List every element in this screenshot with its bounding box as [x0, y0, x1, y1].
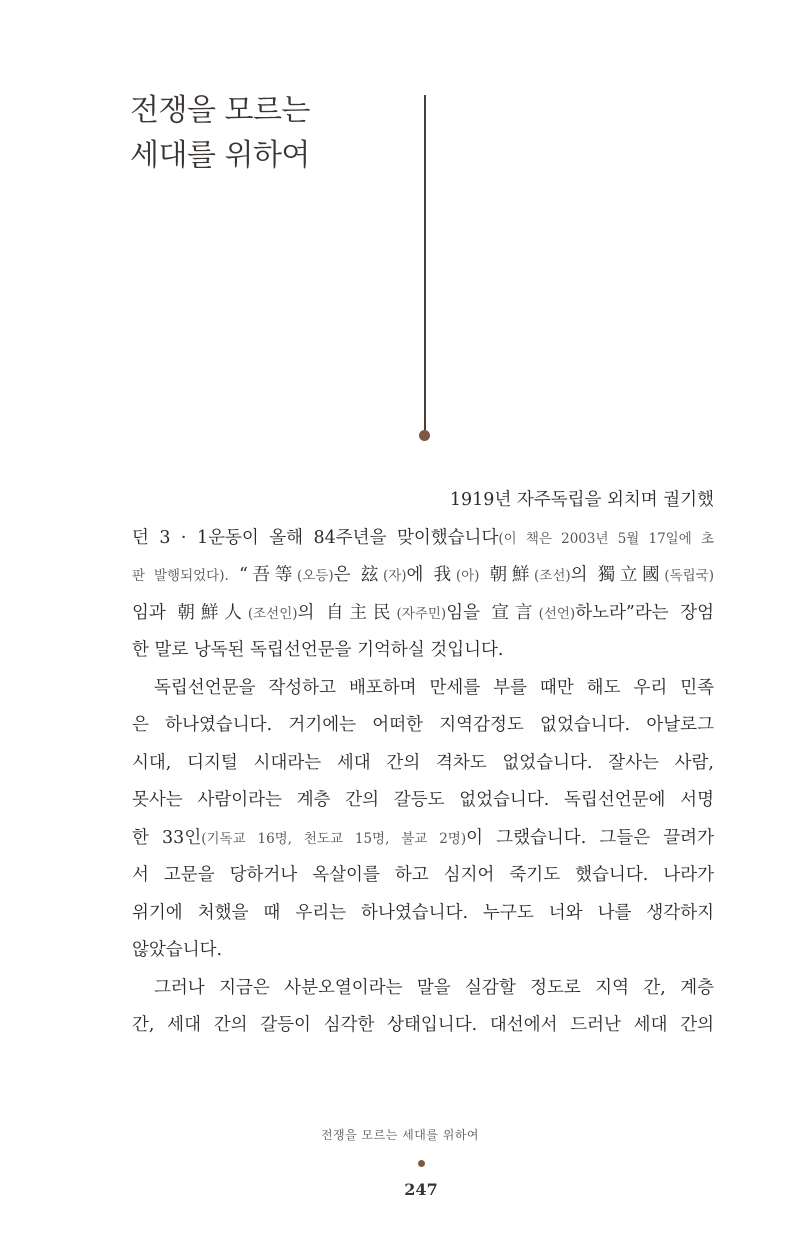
- body-line: [132, 520, 714, 558]
- chapter-title: [130, 88, 410, 178]
- body-line: [132, 820, 714, 858]
- text-run: 1919년 자주독립을 외치며 궐기했: [449, 490, 714, 510]
- text-run: 던 3 · 1운동이 올해 84주년을 맞이했습니다: [132, 527, 499, 548]
- text-run: 간, 세대 간의 갈등이 심각한 상태입니다. 대선에서 드러난 세대 간의: [132, 1015, 714, 1035]
- annotation: (자): [382, 568, 407, 584]
- body-line: [132, 932, 714, 970]
- text-run: 서 고문을 당하거나 옥살이를 하고 심지어 죽기도 했습니다. 나라가: [132, 865, 714, 885]
- annotation: (조선): [534, 568, 571, 584]
- body-text: [132, 482, 714, 1045]
- annotation: 판 발행되었다).: [132, 568, 229, 584]
- text-run: 임과 朝鮮人: [132, 602, 248, 623]
- annotation: (조선인): [247, 605, 298, 622]
- footer-dot-ornament: [418, 1160, 425, 1167]
- chapter-title-line-1: 전쟁을 모르는: [130, 93, 310, 128]
- body-line: [132, 632, 714, 670]
- annotation: (이 책은 2003년 5월 17일에 초: [498, 530, 714, 547]
- text-run: “吾等: [228, 565, 297, 585]
- body-line: [132, 1007, 714, 1045]
- body-line: [132, 482, 714, 520]
- body-line: [132, 745, 714, 783]
- text-run: 이 그랬습니다. 그들은 끌려가: [466, 827, 714, 848]
- body-line: [132, 595, 714, 633]
- annotation: (기독교 16명, 천도교 15명, 불교 2명): [201, 830, 467, 847]
- body-line: [132, 707, 714, 745]
- body-line: [132, 970, 714, 1008]
- annotation: (독립국): [664, 568, 714, 584]
- text-run: 에 我: [406, 565, 456, 585]
- page-number: 247: [404, 1180, 438, 1199]
- text-run: 은 하나였습니다. 거기에는 어떠한 지역감정도 없었습니다. 아날로그: [132, 715, 714, 735]
- text-run: 임을 宣言: [446, 602, 539, 623]
- text-run: 한 33인: [132, 827, 202, 848]
- body-line: [132, 557, 714, 595]
- body-line: [132, 857, 714, 895]
- body-line: [132, 782, 714, 820]
- text-run: 은 玆: [333, 565, 383, 585]
- running-footer-title: 전쟁을 모르는 세대를 위하여: [320, 1128, 480, 1142]
- annotation: (오등): [297, 568, 334, 584]
- text-run: 않았습니다.: [132, 940, 223, 960]
- annotation: (자주민): [396, 605, 447, 622]
- text-run: 시대, 디지털 시대라는 세대 간의 격차도 없었습니다. 잘사는 사람,: [132, 752, 714, 773]
- text-run: 의 獨立國: [570, 565, 665, 585]
- annotation: (아): [455, 568, 480, 584]
- text-run: 하노라”라는 장엄: [575, 602, 714, 623]
- divider-dot-ornament: [419, 430, 430, 441]
- body-line: [132, 670, 714, 708]
- text-run: 한 말로 낭독된 독립선언문을 기억하실 것입니다.: [132, 640, 504, 660]
- text-run: 독립선언문을 작성하고 배포하며 만세를 부를 때만 해도 우리 민족: [154, 677, 714, 698]
- text-run: 의 自主民: [297, 602, 397, 623]
- text-run: 못사는 사람이라는 계층 간의 갈등도 없었습니다. 독립선언문에 서명: [132, 790, 714, 810]
- body-line: [132, 895, 714, 933]
- vertical-divider-line: [424, 95, 426, 431]
- chapter-title-line-2: 세대를 위하여: [130, 138, 310, 173]
- text-run: 위기에 처했을 때 우리는 하나였습니다. 누구도 너와 나를 생각하지: [132, 902, 714, 923]
- text-run: 그러나 지금은 사분오열이라는 말을 실감할 정도로 지역 간, 계층: [154, 977, 714, 998]
- text-run: 朝鮮: [479, 565, 535, 585]
- annotation: (선언): [538, 605, 576, 622]
